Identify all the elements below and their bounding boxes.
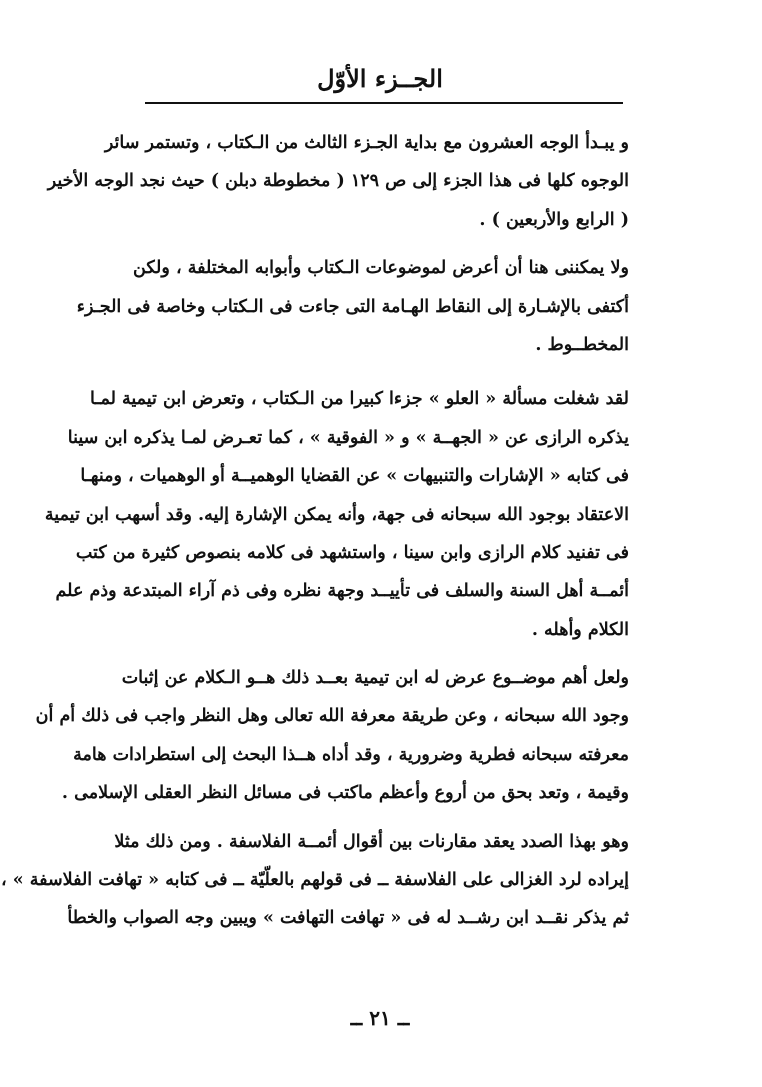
text-line: و يبـدأ الوجه العشرون مع بداية الجـزء الثالث من الـكتاب ، وتستمر سائر [104, 133, 629, 153]
paragraph-gap [133, 364, 629, 380]
header-rule [145, 102, 623, 104]
text-line: ( الرابع والأربعين ) . [479, 209, 629, 230]
text-line: أئمــة أهل السنة والسلف فى تأييــد وجهة نظره وفى ذم آراء المبتدعة وذم علم [55, 581, 629, 602]
text-line: ثم يذكر نقــد ابن رشــد له فى « تهافت التهافت » ويبين وجه الصواب والخطأ [67, 908, 629, 929]
text-line: يذكره الرازى عن « الجهــة » و « الفوقية » ، كما تعـرض لمـا يذكره ابن سينا [67, 427, 629, 448]
text-line: ولعل أهم موضــوع عرض له ابن تيمية بعــد ذلك هــو الـكلام عن إثبات [121, 668, 629, 689]
text-line: أكتفى بالإشـارة إلى النقاط الهـامة التى جاءت فى الـكتاب وخاصة فى الجـزء [76, 296, 629, 317]
text-line: فى تفنيد كلام الرازى وابن سينا ، واستشهد فى كلامه بنصوص كثيرة من كتب [75, 542, 629, 563]
paragraph [47, 124, 629, 239]
text-line: الوجوه كلها فى هذا الجزء إلى ص ١٢٩ ( مخطوطة دبلن ) حيث نجد الوجه الأخير [47, 171, 629, 192]
text-line: إيراده لرد الغزالى على الفلاسفة ــ فى قولهم بالعلّيّة ــ فى كتابه « تهافت الفلاسفة » ، [1, 870, 629, 891]
paragraph-gap [133, 239, 629, 249]
text-line: معرفته سبحانه فطرية وضرورية ، وقد أداه هــذا البحث إلى استطرادات هامة [73, 744, 629, 765]
text-line: الاعتقاد بوجود الله سبحانه فى جهة، وأنه يمكن الإشارة إليه. وقد أسهب ابن تيمية [44, 504, 629, 525]
paragraph [76, 249, 629, 364]
paragraph [35, 659, 629, 813]
paragraph [44, 380, 629, 649]
page-number: ــ ٢١ ــ [350, 1006, 410, 1030]
text-line: ولا يمكننى هنا أن أعرض لموضوعات الـكتاب وأبوابه المختلفة ، ولكن [133, 258, 629, 279]
running-head: الجــزء الأوّل [317, 64, 443, 93]
text-line: فى كتابه « الإشارات والتنبيهات » عن القضايا الوهميــة أو الوهميات ، ومنهـا [80, 466, 629, 487]
text-line: وقيمة ، وتعد بحق من أروع وأعظم ماكتب فى مسائل النظر العقلى الإسلامى . [61, 783, 629, 804]
text-line: وهو بهذا الصدد يعقد مقارنات بين أقوال أئمــة الفلاسفة . ومن ذلك مثلا [114, 831, 629, 852]
text-line: الكلام وأهله . [531, 619, 629, 640]
text-line: وجود الله سبحانه ، وعن طريقة معرفة الله تعالى وهل النظر واجب فى ذلك أم أن [35, 706, 629, 727]
paragraph [1, 823, 629, 938]
paragraph-gap [133, 649, 629, 659]
text-line: لقد شغلت مسألة « العلو » جزءا كبيرا من الـكتاب ، وتعرض ابن تيمية لمـا [90, 389, 629, 410]
paragraph-gap [133, 813, 629, 823]
body-text [1, 124, 629, 938]
text-line: المخطــوط . [535, 334, 629, 355]
